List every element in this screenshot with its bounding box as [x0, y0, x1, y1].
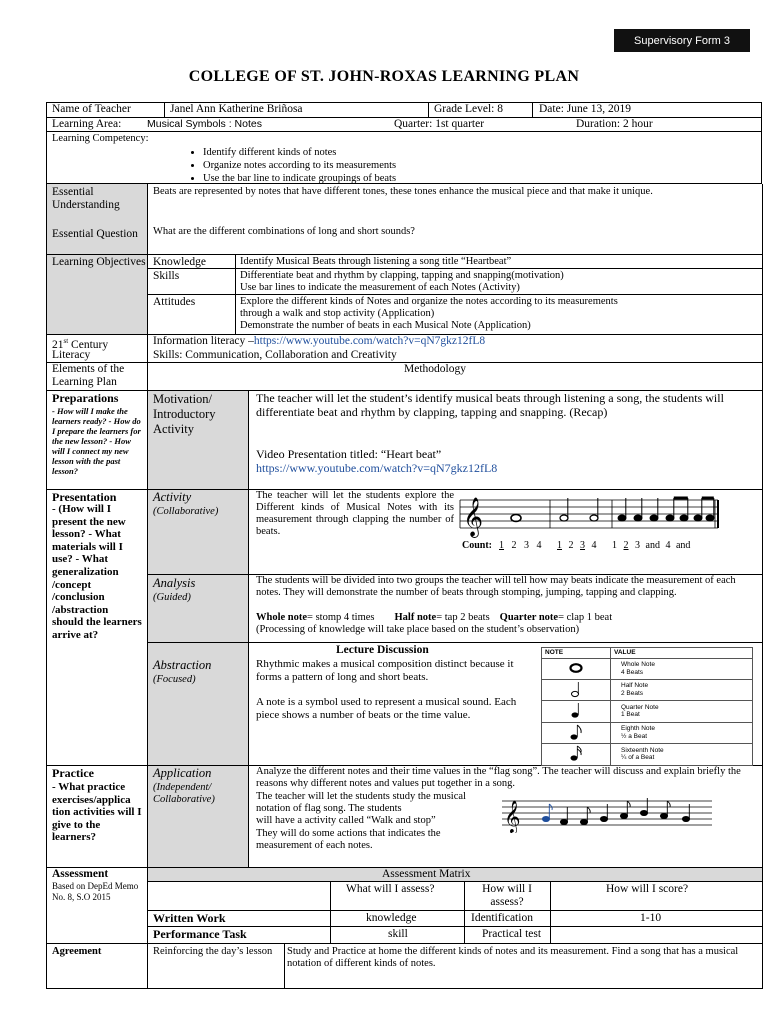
eighth-note-pair-icon: [666, 498, 688, 521]
agreement-label: Agreement: [52, 946, 102, 957]
matrix-column-header: How will I score?: [606, 883, 689, 895]
literacy-label: 21st Century: [52, 337, 109, 351]
application-mode: (Independent/ Collaborative): [153, 782, 215, 805]
quarter-note-icon: [618, 498, 626, 521]
treble-clef-icon: 𝄞: [504, 800, 521, 833]
whole-note-icon: [566, 661, 586, 675]
skills-text: Differentiate beat and rhythm by clapping, tapping and snapping(motivation): [240, 270, 564, 281]
activity-label: Activity: [153, 490, 192, 504]
literacy-skills: Skills: Communication, Collaboration and Creativity: [153, 349, 397, 361]
application-text: Analyze the different notes and their time values in the “flag song”. The teacher will discuss and explain briefly the reasons why different notes and values put together in a song.: [256, 766, 741, 789]
table-row: Quarter Note 1 Beat: [542, 701, 753, 723]
application-text: They will do some actions that indicates the measurement of each notes.: [256, 828, 441, 851]
practice-label: Practice: [52, 766, 94, 780]
duration: Duration: 2 hour: [576, 118, 653, 130]
info-literacy: Information literacy –https://www.youtube.com/watch?v=qN7gkz12fL8: [153, 335, 486, 347]
quarter-note-icon: [650, 498, 658, 521]
quarter: Quarter: 1st quarter: [394, 118, 485, 130]
competency-item: • Organize notes according to its measurements: [203, 159, 396, 172]
methodology-header: Methodology: [404, 363, 466, 375]
activity-text: The teacher will let the students explore the Different kinds of Musical Notes with its measurement through clapping the number of beats.: [256, 490, 454, 537]
assessment-sub: Based on DepEd Memo No. 8, S.O 2015: [52, 881, 139, 902]
knowledge-text: Identify Musical Beats through listening a song title “Heartbeat”: [240, 256, 512, 267]
knowledge-label: Knowledge: [153, 256, 207, 268]
motivation-label: Motivation/ Introductory Activity: [153, 392, 216, 436]
flag-song-notes: [542, 798, 689, 825]
analysis-text: The students will be divided into two groups the teacher will tell how may beats indicate the measurement of each notes. They will demonstrate the number of beats through stomping, jumping, tapping and clapping.: [256, 575, 736, 598]
note-column-header: NOTE: [542, 648, 611, 659]
table-row: Half Note 2 Beats: [542, 679, 753, 701]
presentation-sub: - (How will I present the new lesson? - What materials will I use? - What generalization /concept /conclusion /abstraction should the learners arrive at?: [52, 503, 142, 641]
teacher-label: Name of Teacher: [52, 103, 131, 115]
assessment-matrix-title: Assessment Matrix: [382, 868, 471, 880]
presentation-label: Presentation: [52, 490, 117, 504]
application-text: will have a activity called “Walk and stop”: [256, 815, 436, 826]
application-text: The teacher will let the students study the musical notation of flag song. The students: [256, 791, 466, 814]
page-title: COLLEGE OF ST. JOHN-ROXAS LEARNING PLAN: [188, 68, 580, 85]
note-beats-line: Whole note= stomp 4 times Half note= tap 2 beats Quarter note= clap 1 beat: [256, 612, 613, 623]
analysis-note: (Processing of knowledge will take place based on the student’s observation): [256, 624, 580, 635]
matrix-cell: Identification: [471, 912, 533, 924]
video-title: Video Presentation titled: “Heart beat”: [256, 447, 442, 461]
half-note-icon: [590, 498, 598, 521]
quarter-note-icon: [566, 701, 586, 719]
activity-mode: (Collaborative): [153, 506, 219, 517]
competency-section: [46, 132, 762, 184]
quarter-note-icon: [634, 498, 642, 521]
treble-clef-icon: 𝄞: [463, 497, 484, 537]
value-column-header: VALUE: [611, 648, 753, 659]
half-note-icon: [566, 680, 586, 698]
eighth-note-pair-icon: [694, 498, 714, 521]
abstraction-mode: (Focused): [153, 674, 196, 685]
table-row: Sixteenth Note ¼ of a Beat: [542, 744, 753, 766]
skills-text: Use bar lines to indicate the measurement of each Notes (Activity): [240, 282, 520, 293]
note-value-table: [541, 647, 753, 766]
half-note-icon: [560, 498, 568, 521]
attitudes-text: through a walk and stop activity (Application): [240, 308, 435, 319]
table-row: Whole Note 4 Beats: [542, 659, 753, 680]
attitudes-text: Demonstrate the number of beats in each Musical Note (Application): [240, 320, 531, 331]
understanding-label: Essential Understanding: [52, 186, 120, 211]
written-work-label: Written Work: [153, 911, 226, 925]
matrix-column-header: What will I assess?: [346, 883, 435, 895]
understanding-text: Beats are represented by notes that have different tones, these tones enhance the musical piece and that make it unique.: [153, 186, 653, 197]
matrix-cell: knowledge: [366, 912, 417, 924]
competency-list: [185, 146, 396, 185]
preparations-label: Preparations: [52, 391, 119, 405]
grade-level: Grade Level: 8: [434, 103, 503, 115]
preparations-sub: - How will I make the learners ready? - How do I prepare the learners for the new lesson? - How will I connect my new lesson with the past lesson?: [52, 406, 141, 476]
competency-item: • Use the bar line to indicate groupings of beats: [203, 172, 396, 185]
sixteenth-note-icon: [566, 744, 586, 762]
table-row: Eighth Note ½ a Beat: [542, 722, 753, 744]
whole-note-icon: [511, 515, 521, 522]
question-text: What are the different combinations of long and short sounds?: [153, 226, 415, 237]
lecture-paragraph: Rhythmic makes a musical composition distinct because it forms a pattern of long and short beats.: [256, 658, 514, 683]
objectives-label: Learning Objectives: [52, 256, 146, 268]
info-literacy-link[interactable]: https://www.youtube.com/watch?v=qN7gkz12fL8: [253, 335, 486, 347]
lecture-paragraph: A note is a symbol used to represent a musical sound. Each piece shows a number of beats or the time value.: [256, 696, 517, 721]
application-label: Application: [153, 766, 212, 780]
question-label: Essential Question: [52, 228, 138, 240]
abstraction-label: Abstraction: [153, 658, 212, 672]
elements-label: Elements of the Learning Plan: [52, 363, 125, 388]
teacher-name: Janel Ann Katherine Briñosa: [170, 103, 303, 115]
assessment-label: Assessment: [52, 868, 109, 880]
analysis-mode: (Guided): [153, 592, 191, 603]
date: Date: June 13, 2019: [539, 103, 631, 115]
eighth-note-icon: [566, 723, 586, 741]
literacy-label: Literacy: [52, 349, 91, 361]
agreement-text: Study and Practice at home the different kinds of notes and its measurement. Find a song that has a musical notation of different kinds of notes.: [287, 946, 739, 969]
agreement-type: Reinforcing the day’s lesson: [153, 946, 273, 957]
competency-label: Learning Competency:: [52, 133, 149, 144]
video-link[interactable]: https://www.youtube.com/watch?v=qN7gkz12fL8: [256, 461, 498, 475]
attitudes-text: Explore the different kinds of Notes and organize the notes according to its measurements: [240, 296, 618, 307]
motivation-text: The teacher will let the student’s identify musical beats through listening a song, the students will differentiate beat and rhythm by clapping, tapping and snapping. (Recap): [256, 391, 724, 419]
matrix-cell: 1-10: [640, 912, 662, 924]
form-badge: Supervisory Form 3: [614, 29, 750, 52]
matrix-column-header: How will I assess?: [482, 883, 532, 908]
flag-song-staff-figure: [500, 793, 714, 833]
attitudes-label: Attitudes: [153, 296, 196, 308]
competency-item: • Identify different kinds of notes: [203, 146, 396, 159]
learning-area: Musical Symbols : Notes: [147, 118, 262, 130]
practice-sub: - What practice exercises/applica tion activities will I give to the learners?: [52, 781, 142, 844]
analysis-label: Analysis: [153, 576, 196, 590]
skills-label: Skills: [153, 270, 180, 282]
performance-task-label: Performance Task: [153, 927, 247, 941]
learning-area-label: Learning Area:: [52, 118, 122, 130]
lecture-title: Lecture Discussion: [336, 644, 429, 656]
matrix-cell: Practical test: [482, 928, 542, 940]
count-row: Count: 1 2 3 4 1 2 3 4 1 2 3 and 4 and: [462, 540, 691, 551]
matrix-cell: skill: [388, 928, 408, 940]
